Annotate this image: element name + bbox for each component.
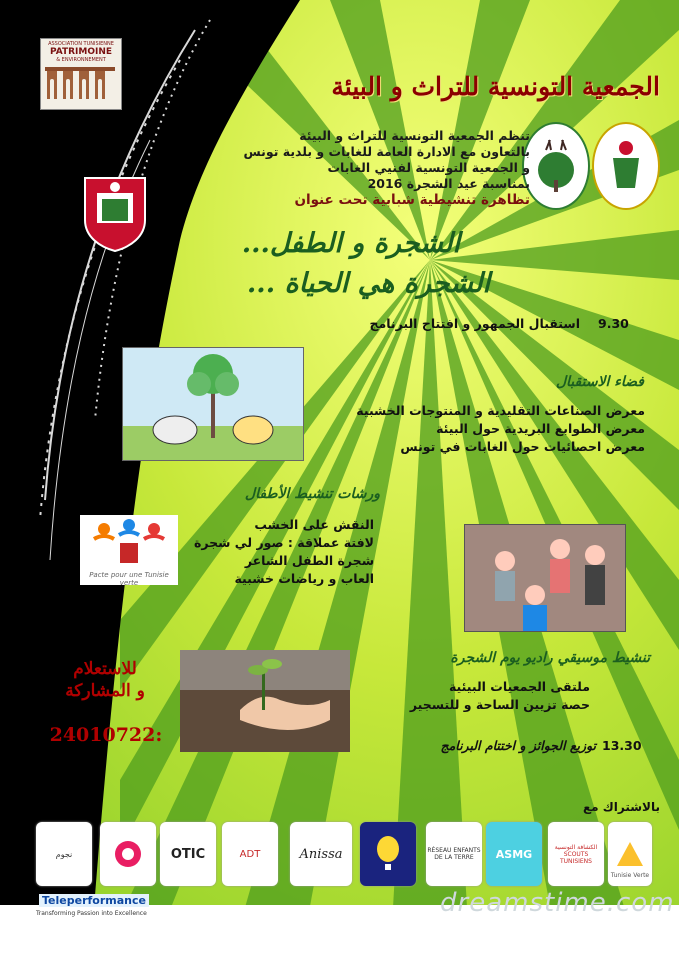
list-item: النقش على الخشب — [254, 517, 374, 532]
contact-label-line2: و المشاركة — [65, 681, 145, 701]
list-item: ملتقى الجمعيات البيئية — [448, 679, 590, 694]
triangle-leaf-icon — [615, 840, 645, 868]
list-item: لافتة عملاقة : صور لي شجرة — [193, 535, 374, 550]
hands-planting-photo — [180, 650, 350, 752]
partner-logo-2 — [100, 822, 156, 886]
intro-line: و الجمعية التونسية لفنيي الغابات — [327, 160, 530, 175]
pacte-logo-text: Pacte pour une Tunisie verte — [89, 571, 169, 587]
partner-logo-label: نجوم — [55, 849, 73, 859]
theme-line-1: الشجرة و الطفل... — [241, 228, 460, 259]
association-logo — [40, 38, 122, 110]
children-photo — [464, 524, 626, 632]
municipality-shield-icon — [82, 175, 148, 253]
closing-text: توزيع الجوائز و اختتام البرنامج — [440, 738, 596, 753]
intro-line: تنظم الجمعية التونسية للتراث و البيئة — [299, 128, 530, 143]
pacte-logo — [80, 515, 178, 585]
partner-logo-reseau-enfants — [426, 822, 482, 886]
list-item: معرض احصائيات حول الغابات في تونس — [400, 439, 645, 454]
theme-line-2: الشجرة هي الحياة ... — [246, 268, 490, 299]
music-list — [380, 678, 590, 714]
list-item: معرض الصناعات التقليدية و المنتوجات الخشبية — [356, 403, 645, 418]
partner-logo-asmg — [486, 822, 542, 886]
partner-logo-scouts — [548, 822, 604, 886]
contact-label-line1: للاستعلام — [73, 659, 137, 679]
watermark: dreamstime.com — [440, 888, 675, 918]
list-item: شجرة الطفل الشاعر — [244, 553, 374, 568]
partners-title: بالاشتراك مع — [582, 800, 660, 814]
partner-logo-label: ASMG — [495, 847, 533, 861]
contact-label — [30, 658, 180, 702]
partner-logo-nujoum — [36, 822, 92, 886]
partner-logo-anissa — [290, 822, 352, 886]
reception-list — [320, 402, 645, 456]
partner-logo-label: ADT — [239, 848, 261, 860]
music-section-title: تنشيط موسيقي راديو يوم الشجرة — [450, 650, 650, 666]
teleperformance-tagline: Transforming Passion into Excellence — [36, 910, 147, 917]
tunisie-verte-label: Tunisie Verte — [610, 872, 650, 879]
list-item: العاب و رياضات خشبية — [234, 571, 374, 586]
teleperformance-logo — [36, 892, 148, 930]
partner-logo-label: Anissa — [299, 846, 343, 862]
intro-line: تظاهرة تنشيطية شبابية تحت عنوان — [294, 192, 530, 208]
tunisia-flag-icon — [113, 839, 143, 869]
partner-logo-label: RÉSEAU ENFANTS DE LA TERRE — [427, 847, 481, 861]
intro-text — [200, 128, 530, 208]
intro-line: بمناسبة عيد الشجرة 2016 — [367, 176, 530, 191]
opening-text: استقبال الجمهور و افتتاح البرنامج — [369, 316, 580, 331]
main-title: الجمعية التونسية للتراث و البيئة — [331, 72, 660, 101]
partner-logo-otic — [160, 822, 216, 886]
reception-section-title: فضاء الاستقبال — [555, 374, 644, 390]
association-logo-line3: & ENVIRONNEMENT — [56, 57, 106, 63]
opening-time: 9.30 — [598, 316, 629, 331]
contact-phone: 24010722: — [49, 724, 163, 746]
partner-logo-adt — [222, 822, 278, 886]
list-item: معرض الطوابع البريدية حول البيئة — [436, 421, 645, 436]
association-logo-line2: PATRIMOINE — [49, 47, 113, 57]
forest-technicians-logo-icon — [592, 122, 660, 210]
forestry-logo-icon — [522, 122, 590, 210]
list-item: حصة تزيين الساحة و للتسجير — [409, 697, 590, 712]
partner-logo-label: الكشافة التونسية SCOUTS TUNISIENS — [554, 843, 598, 865]
partner-logo-label: OTIC — [170, 846, 206, 862]
cartoon-planting-image — [122, 347, 304, 461]
teleperformance-name: Teleperformance — [39, 894, 149, 907]
kids-list — [180, 516, 374, 588]
closing-time: 13.30 — [602, 738, 642, 753]
balloon-icon — [373, 834, 403, 874]
kids-section-title: ورشات تنشيط الأطفال — [244, 486, 380, 502]
association-logo-line1: ASSOCIATION TUNISIENNE — [48, 41, 114, 47]
intro-line: بالتعاون مع الادارة العامة للغابات و بلدية تونس — [243, 144, 530, 159]
aqueduct-icon — [41, 63, 119, 101]
partner-logo-6 — [360, 822, 416, 886]
people-circle-icon — [80, 515, 178, 567]
